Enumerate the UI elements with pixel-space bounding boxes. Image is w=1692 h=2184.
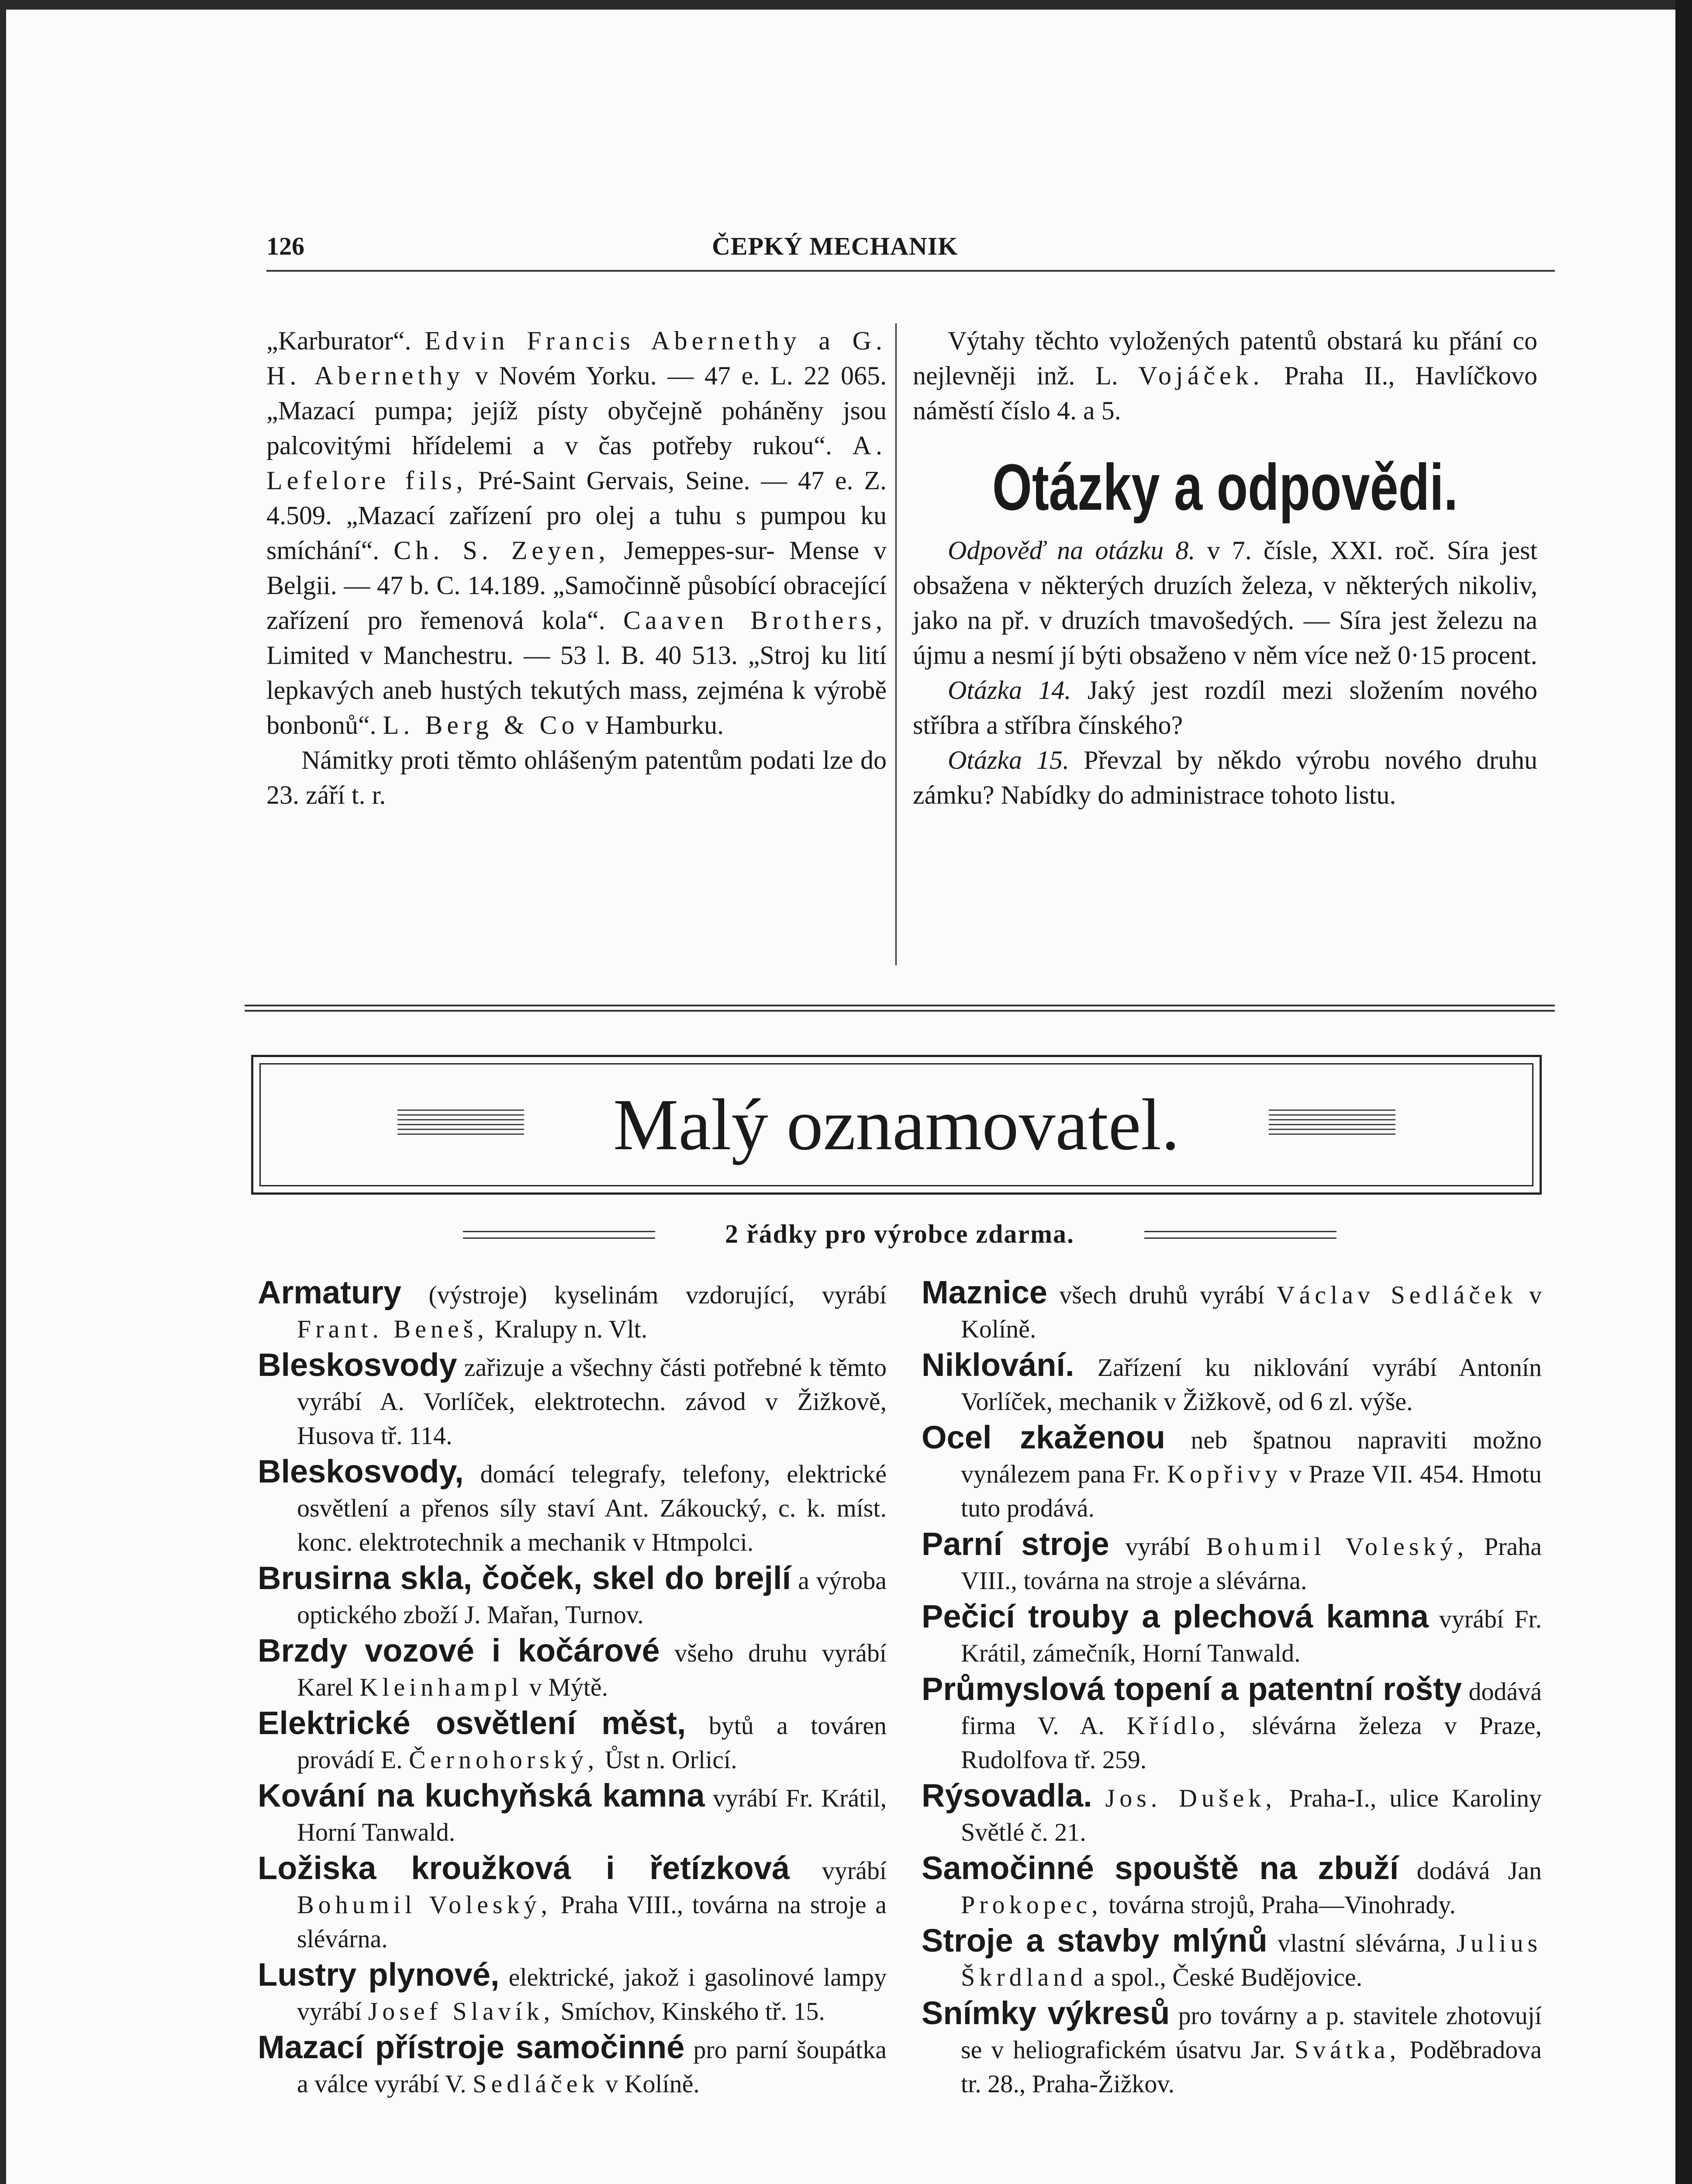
ad-text: vyrábí Fr. Krátil, Horní Tanwald. xyxy=(297,1784,887,1846)
right-column xyxy=(913,323,1537,812)
ad-text: Praha-I., ulice Karoliny Světlé č. 21. xyxy=(961,1784,1542,1846)
ad-keyword: Stroje a stavby mlýnů xyxy=(922,1922,1267,1959)
ad-text: Kopřivy xyxy=(1167,1460,1282,1488)
qa-heading: Otázky a odpovědi. xyxy=(992,450,1458,524)
classified-ad xyxy=(922,1672,1542,1777)
ad-text xyxy=(1092,1784,1105,1812)
classified-ad xyxy=(922,1924,1542,1994)
ad-text: domácí telegrafy, telefony, elektrické osvětlení a přenos síly staví Ant. Zákoucký, c. k. míst. konc. elektrotechnik a mechanik v Htmpolci. xyxy=(297,1460,887,1556)
ad-text: Frant. Beneš, xyxy=(297,1315,488,1343)
answer-paragraph: Odpověď na otázku 8. v 7. čísle, XXI. roč. Síra jest obsažena v některých druzích železa, v některých nikoliv, jako na př. v druzích tmavošedých. — Síra jest železu na újmu a nesmí jí býti obsaženo v něm více než 0·15 procent. xyxy=(913,536,1537,670)
ad-text: Kralupy n. Vlt. xyxy=(488,1315,648,1343)
ad-text: pro továrny a p. stavitele zhotovují se v heliografickém úsatvu Jar. xyxy=(961,2001,1542,2064)
classified-ad xyxy=(258,1706,887,1777)
subheading-rule-right xyxy=(1144,1231,1336,1239)
section-divider xyxy=(245,1005,1555,1012)
ads-right-column xyxy=(922,1275,1542,2103)
classified-ad xyxy=(922,1275,1542,1346)
question-15: Otázka 15. Převzal by někdo výrobu nového druhu zámku? Nabídky do administrace tohoto listu. xyxy=(913,746,1537,809)
ad-keyword: Bleskosvody, xyxy=(258,1453,464,1489)
ad-text: a spol., České Budějovice. xyxy=(1087,1963,1363,1991)
classified-ad xyxy=(258,2030,887,2101)
ad-keyword: Snímky výkresů xyxy=(922,1995,1170,2031)
running-head xyxy=(266,232,1555,266)
ad-text: Josef Slavík, xyxy=(368,1997,555,2025)
classified-ad xyxy=(258,1561,887,1632)
classified-ad xyxy=(922,1600,1542,1670)
ad-text: Smíchov, Kinského tř. 15. xyxy=(554,1997,825,2025)
ad-text: Poděbradova tr. 28., Praha-Žižkov. xyxy=(961,2035,1542,2098)
ad-text: (výstroje) kyselinám vzdorující, vyrábí xyxy=(401,1281,887,1309)
ad-text: všech druhů vyrábí xyxy=(1047,1281,1277,1309)
ad-text: a výroba optického zboží J. Mařan, Turnov. xyxy=(297,1566,887,1629)
classified-ad xyxy=(258,1958,887,2028)
ad-text: slévárna železa v Praze, Rudolfova tř. 259. xyxy=(961,1711,1542,1774)
classified-ad xyxy=(258,1779,887,1849)
ad-text: v Mýtě. xyxy=(523,1673,608,1701)
ad-text: dodává firma V. A. xyxy=(961,1677,1542,1740)
scan-border-right xyxy=(1675,0,1692,2184)
ad-text: Bohumil Voleský, xyxy=(297,1890,552,1919)
classified-ad xyxy=(922,1420,1542,1525)
classified-ad xyxy=(258,1348,887,1453)
ad-text: v Kolíně. xyxy=(599,2070,700,2098)
ad-text: bytů a továren provádí E. xyxy=(297,1711,887,1774)
patent-list-paragraph: „Karburator“. Edvin Francis Abernethy a G. H. Abernethy v Novém Yorku. — 47 e. L. 22 065. „Mazací pumpa; jejíž písty obyčejně poháněny jsou palcovitými hřídelemi a v čas potřeby rukou“. A. Lefelore fils, Pré-Saint Gervais, Seine. — 47 e. Z. 4.509. „Mazací zařízení pro olej a tuhu s pumpou ku smíchání“. Ch. S. Zeyen, Jemeppes-sur- Mense v Belgii. — 47 b. C. 14.189. „Samočinně působící obracející zařízení pro řemenová kola“. Caaven Brothers, Limited v Manchestru. — 53 l. B. 40 513. „Stroj ku lití lepkavých aneb hustých tekutých mass, zejména k výrobě bonbonů“. L. Berg & Co v Hamburku. xyxy=(266,326,887,740)
ad-keyword: Kování na kuchyňská kamna xyxy=(258,1777,705,1814)
classified-ad xyxy=(258,1634,887,1704)
ad-text: vyrábí xyxy=(1109,1532,1206,1561)
left-column xyxy=(266,323,887,812)
ad-text: v Kolíně. xyxy=(961,1281,1542,1343)
ad-keyword: Samočinné spouště na zbuží xyxy=(922,1850,1399,1886)
header-rule xyxy=(266,270,1555,272)
ad-text: továrna strojů, Praha—Vinohrady. xyxy=(1102,1890,1456,1919)
ad-text: zařizuje a všechny části potřebné k těmto vyrábí A. Vorlíček, elektrotechn. závod v Žižkově, Husova tř. 114. xyxy=(297,1353,887,1450)
ad-text: Svátka, xyxy=(1294,2035,1401,2064)
ad-text: pro parní šoupátka a válce vyrábí V. xyxy=(297,2035,887,2098)
ad-text: vlastní slévárna, xyxy=(1267,1929,1457,1957)
ad-text: všeho druhu vyrábí Karel xyxy=(297,1639,887,1701)
ad-keyword: Ocel zkaženou xyxy=(922,1419,1166,1455)
classified-ad xyxy=(258,1851,887,1956)
ad-text: Julius Škrdland xyxy=(961,1929,1542,1991)
ad-text: Václav Sedláček xyxy=(1276,1281,1517,1309)
ad-text: Černohorský, xyxy=(409,1745,599,1774)
ad-keyword: Bleskosvody xyxy=(258,1347,457,1383)
ad-keyword: Průmyslová topení a patentní rošty xyxy=(922,1671,1462,1707)
column-divider xyxy=(895,323,897,965)
classified-ad xyxy=(258,1455,887,1559)
ad-keyword: Ložiska kroužková i řetízková xyxy=(258,1850,790,1886)
ad-text: Zařízení ku niklování vyrábí Antonín Vorlíček, mechanik v Žižkově, od 6 zl. výše. xyxy=(961,1353,1542,1416)
classified-ad xyxy=(258,1275,887,1346)
ad-text: dodává Jan xyxy=(1398,1856,1542,1885)
ad-keyword: Niklování. xyxy=(922,1347,1074,1383)
ads-left-column xyxy=(258,1275,887,2103)
classified-ad xyxy=(922,1527,1542,1598)
journal-title: ČEPKÝ MECHANIK xyxy=(712,232,958,260)
objection-paragraph: Námitky proti těmto ohlášeným patentům podati lze do 23. září t. r. xyxy=(266,746,887,809)
ad-text: Kleinhampl xyxy=(359,1673,523,1701)
ad-text: Jos. Dušek, xyxy=(1105,1784,1276,1812)
ad-keyword: Armatury xyxy=(258,1274,401,1310)
scan-border-left xyxy=(0,0,6,2184)
ad-keyword: Mazací přístroje samočinné xyxy=(258,2029,685,2065)
ad-keyword: Elektrické osvětlení měst, xyxy=(258,1705,686,1741)
classified-ad xyxy=(922,1851,1542,1922)
banner-title: Malý oznamovatel. xyxy=(613,1084,1180,1165)
classified-ad xyxy=(922,1996,1542,2101)
ad-text: Křídlo, xyxy=(1126,1711,1230,1740)
extracts-paragraph: Výtahy těchto vyložených patentů obstará ku přání co nejlevněji inž. L. Vojáček. Praha II., Havlíčkovo náměstí číslo 4. a 5. xyxy=(913,326,1537,425)
ad-text: Prokopec, xyxy=(961,1890,1102,1919)
ad-text: vyrábí xyxy=(790,1856,887,1885)
ad-text: neb špatnou napraviti možno vynálezem pana Fr. xyxy=(961,1426,1542,1488)
ad-keyword: Brusirna skla, čoček, skel do brejlí xyxy=(258,1560,791,1596)
ad-keyword: Maznice xyxy=(922,1274,1047,1310)
classifieds-subheading: 2 řádky pro výrobce zdarma. xyxy=(463,1214,1336,1254)
ad-text: Praha VIII., továrna na stroje a slévárna. xyxy=(961,1532,1542,1595)
ad-text: elektrické, jakož i gasolinové lampy vyrábí xyxy=(297,1963,887,2025)
ad-keyword: Parní stroje xyxy=(922,1526,1109,1562)
ad-text: Sedláček xyxy=(473,2070,599,2098)
scan-border-top xyxy=(0,0,1692,10)
ad-keyword: Lustry plynové, xyxy=(258,1956,500,1993)
ad-text: v Praze VII. 454. Hmotu tuto prodává. xyxy=(961,1460,1542,1522)
ad-keyword: Rýsovadla. xyxy=(922,1777,1092,1814)
classified-ad xyxy=(922,1779,1542,1849)
page-number: 126 xyxy=(266,232,304,260)
classifieds-banner xyxy=(251,1055,1542,1195)
ad-keyword: Pečicí trouby a plechová kamna xyxy=(922,1598,1429,1635)
ad-text: vyrábí Fr. Krátil, zámečník, Horní Tanwald. xyxy=(961,1605,1542,1667)
subheading-rule-left xyxy=(463,1231,655,1239)
classified-ad xyxy=(922,1348,1542,1419)
ad-keyword: Brzdy vozové i kočárové xyxy=(258,1632,660,1669)
question-14: Otázka 14. Jaký jest rozdíl mezi složením nového stříbra a stříbra čínského? xyxy=(913,676,1538,740)
ad-text: Ůst n. Orlicí. xyxy=(598,1745,737,1774)
ad-text: Praha VIII., továrna na stroje a slévárna. xyxy=(297,1890,887,1953)
ad-text: Bohumil Voleský, xyxy=(1206,1532,1468,1561)
